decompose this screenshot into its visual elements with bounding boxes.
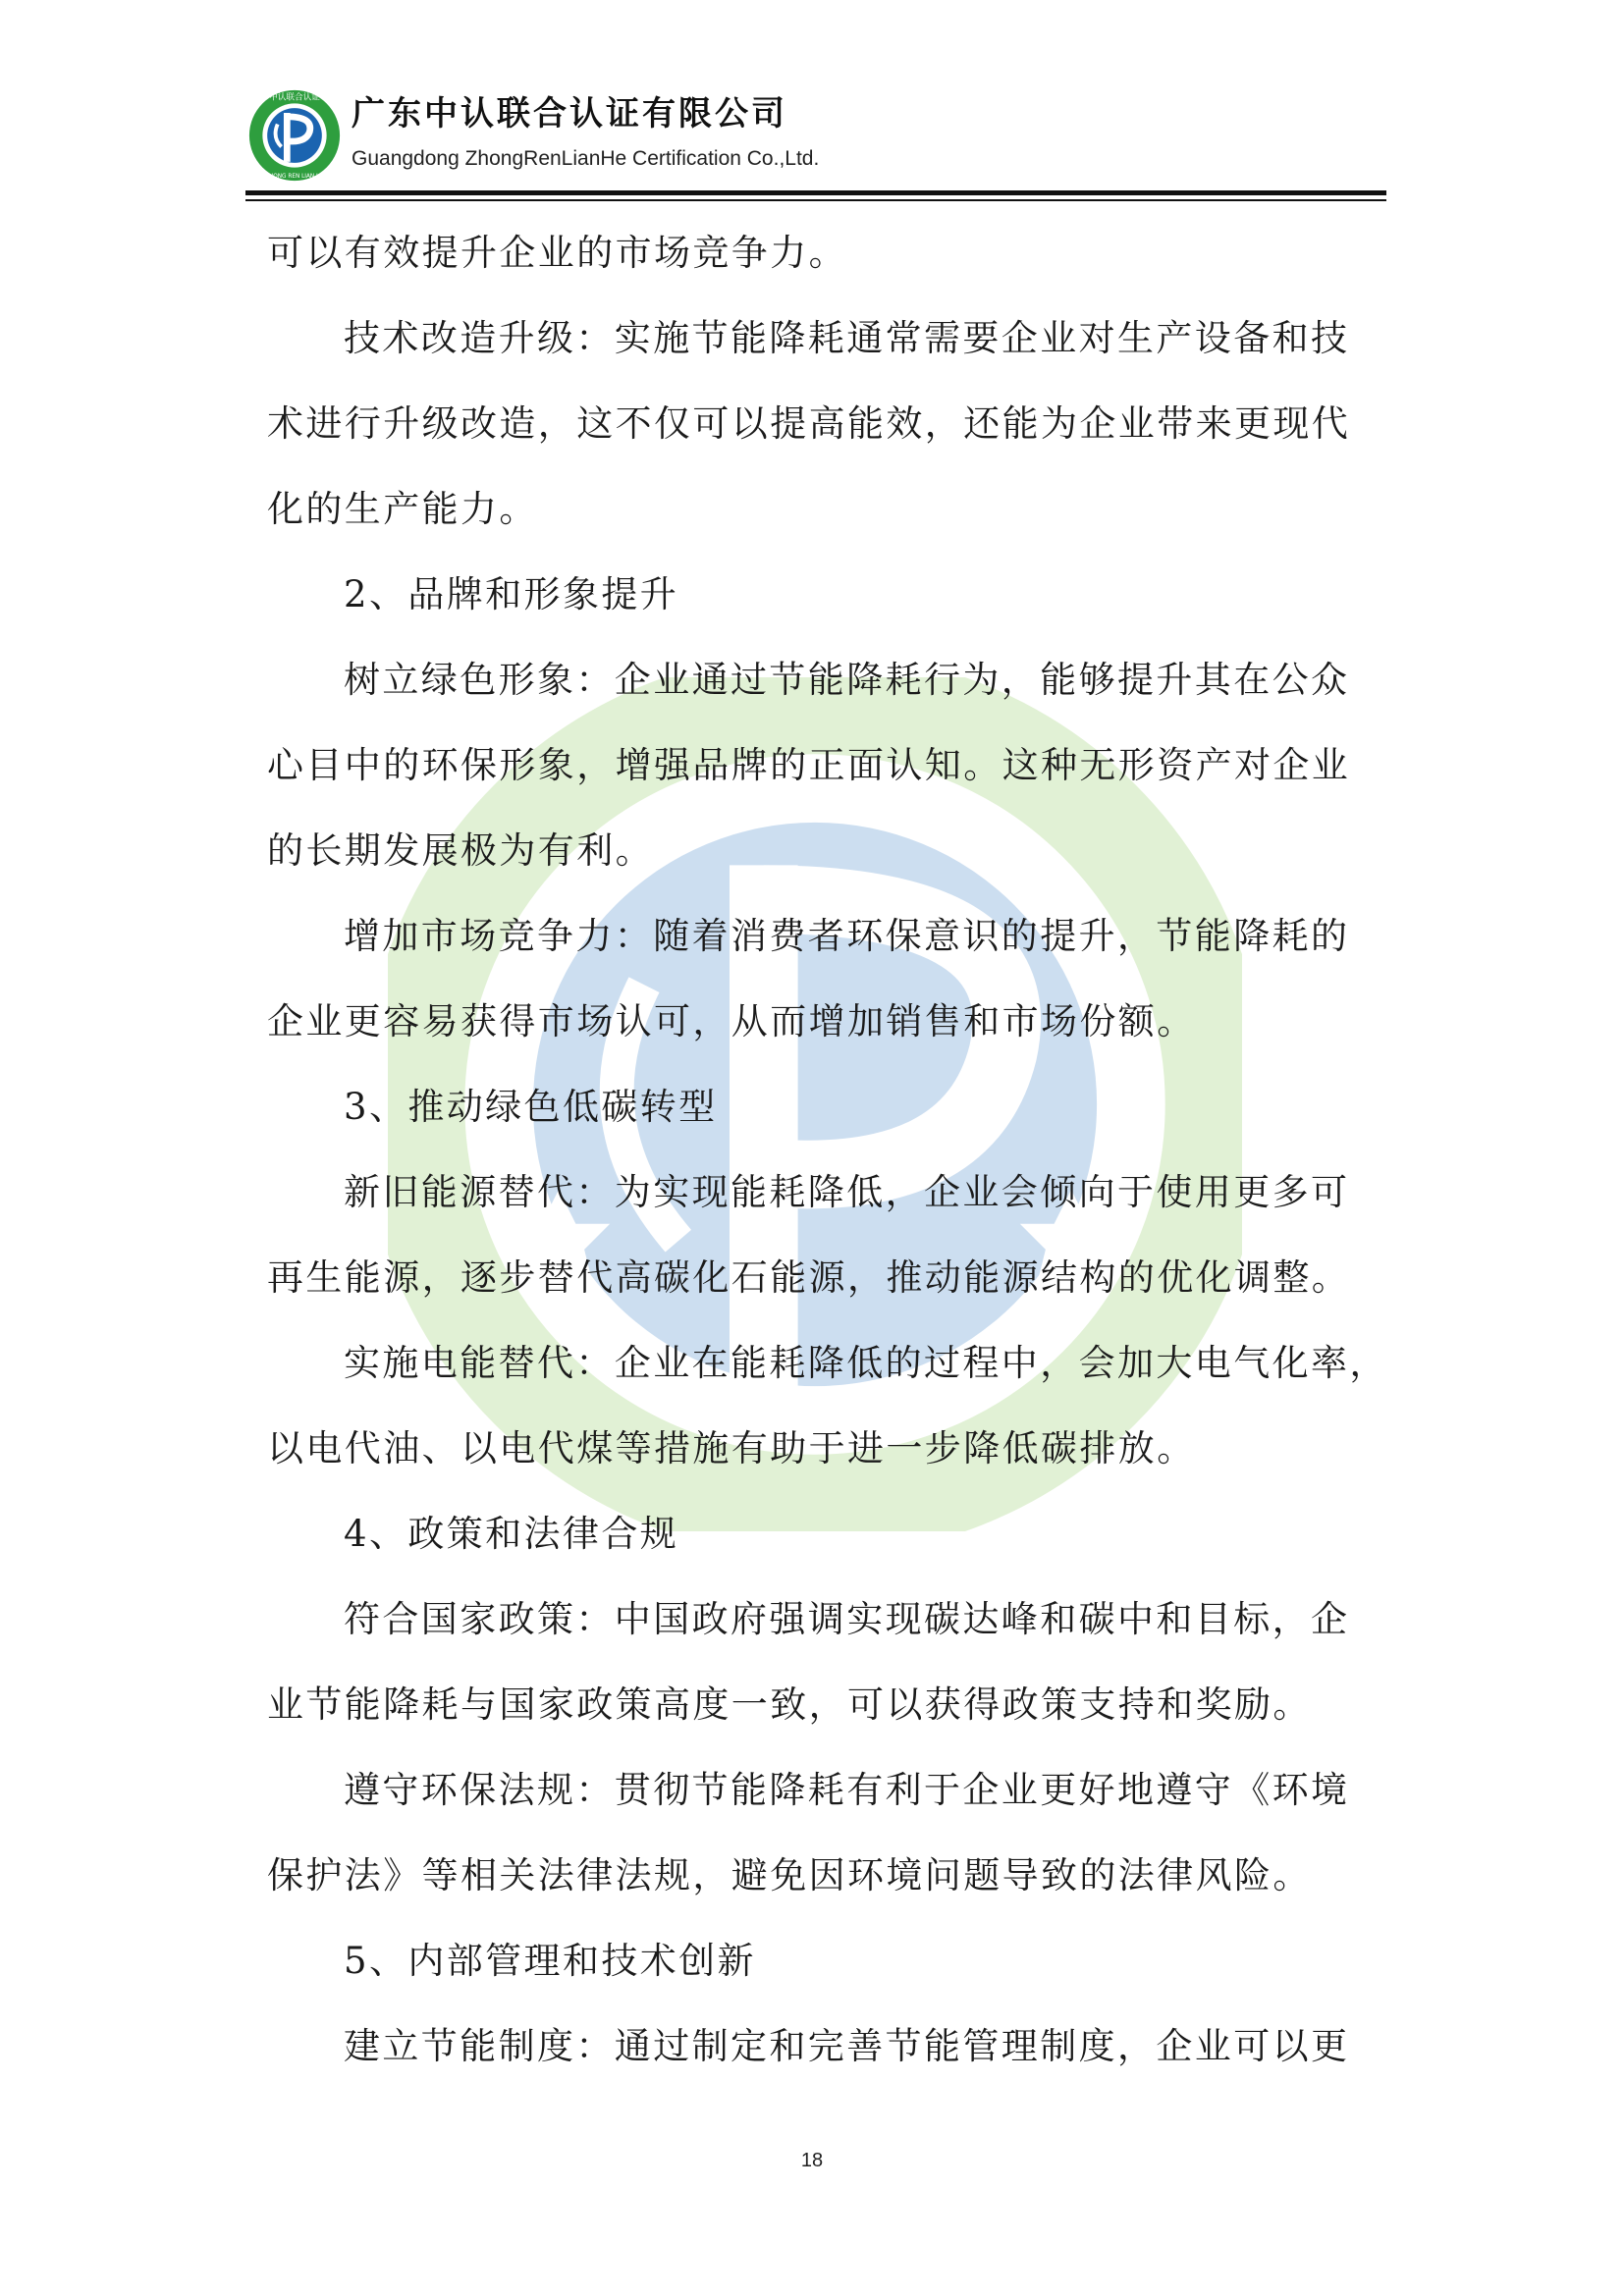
text-line: 企业更容易获得市场认可，从而增加销售和市场份额。 (267, 1000, 1196, 1042)
text-line: 以电代油、以电代煤等措施有助于进一步降低碳排放。 (267, 1427, 1196, 1469)
company-name-english: Guangdong ZhongRenLianHe Certification Co.,Ltd. (352, 147, 820, 170)
text-line: 建立节能制度：通过制定和完善节能管理制度，企业可以更 (344, 2025, 1350, 2067)
page-header (0, 0, 1624, 206)
text-line: 心目中的环保形象，增强品牌的正面认知。这种无形资产对企业 (267, 744, 1351, 786)
text-line: 符合国家政策：中国政府强调实现碳达峰和碳中和目标，企 (344, 1598, 1350, 1640)
text-line: 增加市场竞争力：随着消费者环保意识的提升，节能降耗的 (344, 915, 1350, 957)
text-line: 遵守环保法规：贯彻节能降耗有利于企业更好地遵守《环境 (344, 1769, 1350, 1811)
text-line: 的长期发展极为有利。 (267, 829, 654, 872)
text-line: 化的生产能力。 (267, 488, 538, 530)
company-logo (247, 88, 342, 183)
section-heading: 5、内部管理和技术创新 (344, 1940, 756, 1982)
section-heading: 2、品牌和形象提升 (344, 573, 679, 615)
text-line: 树立绿色形象：企业通过节能降耗行为，能够提升其在公众 (344, 659, 1350, 701)
text-line: 业节能降耗与国家政策高度一致，可以获得政策支持和奖励。 (267, 1683, 1312, 1726)
text-line: 再生能源，逐步替代高碳化石能源，推动能源结构的优化调整。 (267, 1256, 1351, 1299)
text-line: 技术改造升级：实施节能降耗通常需要企业对生产设备和技 (344, 317, 1350, 359)
text-line: 术进行升级改造，这不仅可以提高能效，还能为企业带来更现代 (267, 402, 1351, 445)
company-name-chinese: 广东中认联合认证有限公司 (352, 94, 787, 133)
text-line: 新旧能源替代：为实现能耗降低，企业会倾向于使用更多可 (344, 1171, 1350, 1213)
section-heading: 3、推动绿色低碳转型 (344, 1086, 718, 1128)
header-rule-thin (245, 199, 1386, 201)
section-heading: 4、政策和法律合规 (344, 1513, 679, 1555)
text-line: 实施电能替代：企业在能耗降低的过程中，会加大电气化率， (344, 1342, 1388, 1384)
body-text (267, 210, 1386, 2089)
svg-text:中认联合认证: 中认联合认证 (269, 92, 320, 103)
header-rule-thick (245, 190, 1386, 195)
svg-text:ZHONG REN LIAN HE: ZHONG REN LIAN HE (264, 174, 325, 181)
page-number: 18 (800, 2150, 824, 2171)
text-line: 可以有效提升企业的市场竞争力。 (267, 232, 847, 274)
text-line: 保护法》等相关法律法规，避免因环境问题导致的法律风险。 (267, 1854, 1312, 1896)
